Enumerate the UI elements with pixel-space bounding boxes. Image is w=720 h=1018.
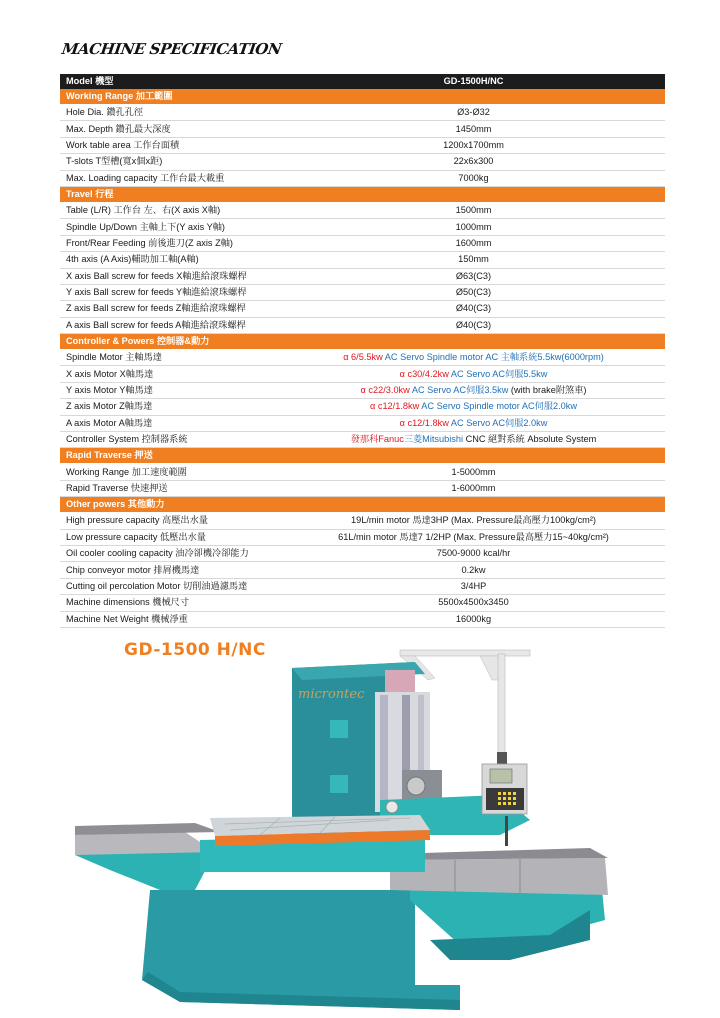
spec-value: 5500x4500x3450 xyxy=(282,595,665,611)
section-header xyxy=(60,186,665,202)
spec-value: Ø40(C3) xyxy=(282,301,665,317)
spec-label: Hole Dia. 鑽孔孔徑 xyxy=(60,105,282,121)
spec-value: 1-5000mm xyxy=(282,464,665,480)
section-title: Controller & Powers 控制器&動力 xyxy=(60,334,665,350)
spec-label: Controller System 控制器系統 xyxy=(60,432,282,448)
spec-value: 1500mm xyxy=(282,202,665,218)
section-header xyxy=(60,89,665,105)
spec-row xyxy=(60,154,665,170)
section-header xyxy=(60,448,665,464)
spec-label: Work table area 工作台面積 xyxy=(60,137,282,153)
spec-table xyxy=(60,74,665,628)
spec-label: Working Range 加工速度範圍 xyxy=(60,464,282,480)
brand-logo: microntec xyxy=(298,687,365,702)
spec-value: 7500-9000 kcal/hr xyxy=(282,545,665,561)
spec-value-part: AC Servo Spindle motor AC 主軸系統5.5kw(6000rpm) xyxy=(384,352,604,363)
work-table xyxy=(200,815,430,872)
spec-row xyxy=(60,137,665,153)
spec-value-part: α 6/5.5kw xyxy=(343,352,385,363)
spec-value: 1600mm xyxy=(282,235,665,251)
spec-value: 0.2kw xyxy=(282,562,665,578)
section-title: Travel 行程 xyxy=(60,186,665,202)
spec-row xyxy=(60,595,665,611)
spec-row xyxy=(60,513,665,529)
spec-label: Front/Rear Feeding 前後進刀(Z axis Z軸) xyxy=(60,235,282,251)
spec-row xyxy=(60,252,665,268)
spec-label: A axis Ball screw for feeds A軸進給滾珠螺桿 xyxy=(60,317,282,333)
spec-value: 22x6x300 xyxy=(282,154,665,170)
spec-label: Z axis Ball screw for feeds Z軸進給滾珠螺桿 xyxy=(60,301,282,317)
spec-label: Machine Net Weight 機械淨重 xyxy=(60,611,282,627)
spec-row xyxy=(60,382,665,398)
spec-label: X axis Ball screw for feeds X軸進給滾珠螺桿 xyxy=(60,268,282,284)
spec-value xyxy=(282,399,665,415)
spec-value-part: AC Servo AC伺服5.5kw xyxy=(450,368,548,379)
spec-label: A axis Motor A軸馬達 xyxy=(60,415,282,431)
spec-label: Table (L/R) 工作台 左、右(X axis X軸) xyxy=(60,202,282,218)
spec-row xyxy=(60,301,665,317)
spec-label: Z axis Motor Z軸馬達 xyxy=(60,399,282,415)
spec-row xyxy=(60,464,665,480)
spec-row xyxy=(60,202,665,218)
spec-value-part: 發那科Fanuc xyxy=(350,434,404,445)
spec-label: X axis Motor X軸馬達 xyxy=(60,366,282,382)
spec-label: Low pressure capacity 低壓出水量 xyxy=(60,529,282,545)
spec-value: 16000kg xyxy=(282,611,665,627)
spec-value: 3/4HP xyxy=(282,578,665,594)
spec-value: 150mm xyxy=(282,252,665,268)
spec-label: 4th axis (A Axis)輔助加工軸(A軸) xyxy=(60,252,282,268)
spec-row xyxy=(60,268,665,284)
spec-label: Machine dimensions 機械尺寸 xyxy=(60,595,282,611)
spec-value-part: AC Servo AC伺服2.0kw xyxy=(450,417,548,428)
spec-label: T-slots T型槽(寬x個x距) xyxy=(60,154,282,170)
spec-label: Spindle Up/Down 主軸上下(Y axis Y軸) xyxy=(60,219,282,235)
spec-value: 61L/min motor 馬達7 1/2HP (Max. Pressure最高壓力15~40kg/cm²) xyxy=(282,529,665,545)
spec-row xyxy=(60,611,665,627)
spec-row xyxy=(60,284,665,300)
spec-value xyxy=(282,415,665,431)
spec-row xyxy=(60,480,665,496)
spec-label: Y axis Ball screw for feeds Y軸進給滾珠螺桿 xyxy=(60,284,282,300)
spec-value xyxy=(282,382,665,398)
model-header-row xyxy=(60,74,665,89)
spec-value-part: α c12/1.8kw xyxy=(369,401,422,412)
spec-value: Ø3-Ø32 xyxy=(282,105,665,121)
spec-row xyxy=(60,317,665,333)
spec-row xyxy=(60,432,665,448)
spec-row xyxy=(60,545,665,561)
spec-row xyxy=(60,578,665,594)
spec-label: Max. Depth 鑽孔最大深度 xyxy=(60,121,282,137)
spec-value: 1000mm xyxy=(282,219,665,235)
spec-row xyxy=(60,235,665,251)
spec-value xyxy=(282,350,665,366)
spec-value-part: α c12/1.8kw xyxy=(399,417,451,428)
spec-value-part: (with brake附煞車) xyxy=(510,385,587,396)
spec-value: Ø63(C3) xyxy=(282,268,665,284)
spec-value-part: 三菱Mitsubishi xyxy=(403,434,464,445)
spec-row xyxy=(60,562,665,578)
spec-value: 19L/min motor 馬達3HP (Max. Pressure最高壓力100kg/cm²) xyxy=(282,513,665,529)
page-title: MACHINE SPECIFICATION xyxy=(60,40,283,58)
section-title: Working Range 加工範圍 xyxy=(60,89,665,105)
spec-value-part: CNC 絕對系統 Absolute System xyxy=(463,434,597,445)
spec-value: 1-6000mm xyxy=(282,480,665,496)
spec-label: Oil cooler cooling capacity 油冷卻機冷卻能力 xyxy=(60,545,282,561)
spec-value: 1450mm xyxy=(282,121,665,137)
spec-label: Y axis Motor Y軸馬達 xyxy=(60,382,282,398)
spec-value xyxy=(282,366,665,382)
machine-illustration xyxy=(30,640,710,1010)
spec-row xyxy=(60,366,665,382)
model-label: Model 機型 xyxy=(60,74,282,89)
spec-label: Cutting oil percolation Motor 切削油過濾馬達 xyxy=(60,578,282,594)
section-header xyxy=(60,497,665,513)
section-header xyxy=(60,334,665,350)
spec-label: Max. Loading capacity 工作台最大載重 xyxy=(60,170,282,186)
spec-row xyxy=(60,170,665,186)
spec-value-part: AC Servo AC伺服3.5kw xyxy=(411,385,511,396)
spec-value: Ø50(C3) xyxy=(282,284,665,300)
spec-label: Spindle Motor 主軸馬達 xyxy=(60,350,282,366)
spec-value: 7000kg xyxy=(282,170,665,186)
section-title: Rapid Traverse 押送 xyxy=(60,448,665,464)
spec-row xyxy=(60,399,665,415)
spec-row xyxy=(60,529,665,545)
spec-row xyxy=(60,415,665,431)
spec-value xyxy=(282,432,665,448)
spec-value-part: α c22/3.0kw xyxy=(360,385,412,396)
section-title: Other powers 其他動力 xyxy=(60,497,665,513)
spec-row xyxy=(60,350,665,366)
spec-value: 1200x1700mm xyxy=(282,137,665,153)
model-heading: GD-1500 H/NC xyxy=(124,640,266,660)
spec-label: Chip conveyor motor 排屑機馬達 xyxy=(60,562,282,578)
model-value: GD-1500H/NC xyxy=(282,74,665,89)
spec-label: Rapid Traverse 快速押送 xyxy=(60,480,282,496)
spec-row xyxy=(60,105,665,121)
spec-row xyxy=(60,121,665,137)
spec-value: Ø40(C3) xyxy=(282,317,665,333)
spec-value-part: α c30/4.2kw xyxy=(399,368,451,379)
spec-label: High pressure capacity 高壓出水量 xyxy=(60,513,282,529)
spec-row xyxy=(60,219,665,235)
spec-value-part: AC Servo Spindle motor AC伺服2.0kw xyxy=(421,401,578,412)
